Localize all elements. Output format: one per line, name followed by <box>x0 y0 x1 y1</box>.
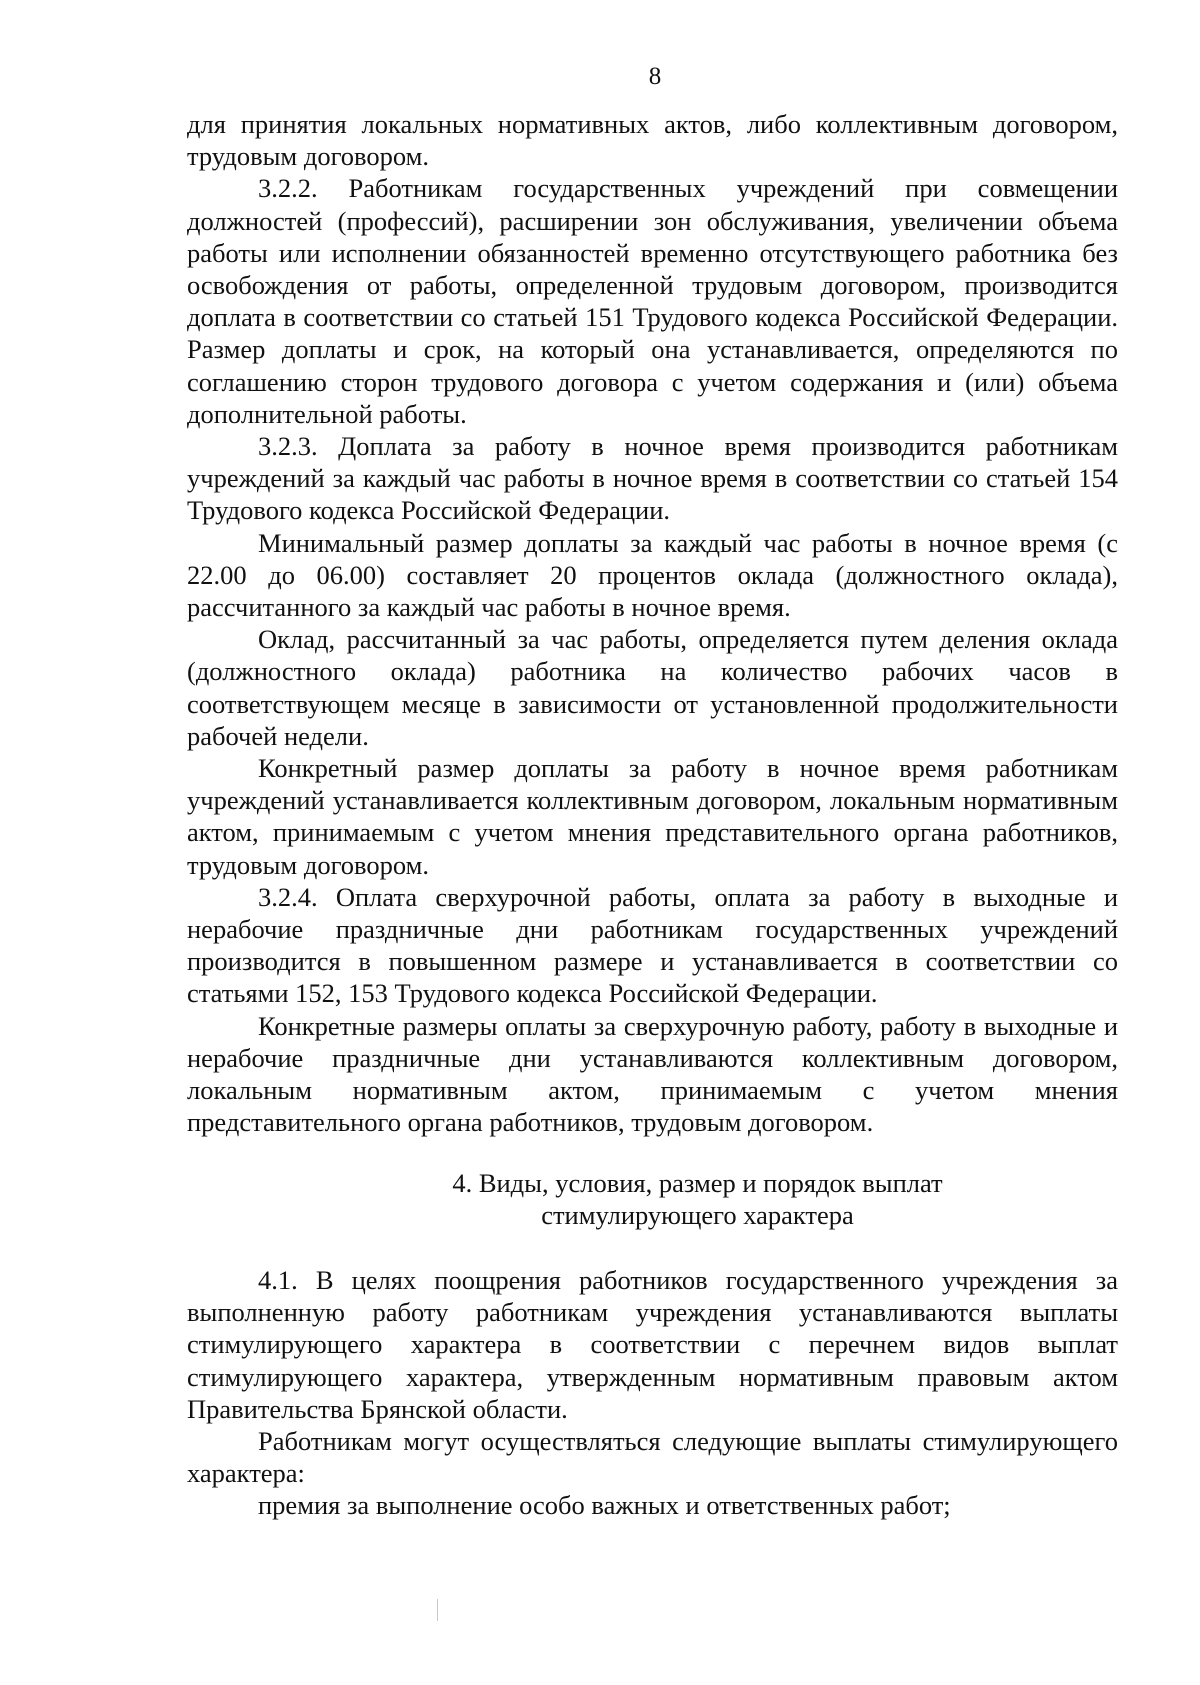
paragraph-4-1: 4.1. В целях поощрения работников государственного учреждения за выполненную работу работникам учреждения устанавливаются выплаты стимулирующего характера в соответствии с перечнем видов выплат стимулирующего характера, утвержденным нормативным правовым актом Правительства Брянской области. <box>187 1264 1118 1424</box>
paragraph-3-2-4: 3.2.4. Оплата сверхурочной работы, оплата за работу в выходные и нерабочие праздничные дни работникам государственных учреждений производится в повышенном размере и устанавливается в соответствии со статьями 152, 153 Трудового кодекса Российской Федерации. <box>187 881 1118 1009</box>
paragraph-payments-intro: Работникам могут осуществляться следующие выплаты стимулирующего характера: <box>187 1425 1118 1489</box>
document-body <box>187 108 1118 1522</box>
paragraph-night-minimum: Минимальный размер доплаты за каждый час работы в ночное время (с 22.00 до 06.00) составляет 20 процентов оклада (должностного оклада), рассчитанного за каждый час работы в ночное время. <box>187 527 1118 623</box>
section-heading-4 <box>187 1167 1118 1231</box>
page-number: 8 <box>648 63 662 90</box>
paragraph-3-2-2: 3.2.2. Работникам государственных учреждений при совмещении должностей (профессий), расширении зон обслуживания, увеличении объема работы или исполнении обязанностей временно отсутствующего работника без освобождения от работы, определенной трудовым договором, производится доплата в соответствии со статьей 151 Трудового кодекса Российской Федерации. Размер доплаты и срок, на который она устанавливается, определяются по соглашению сторон трудового договора с учетом содержания и (или) объема дополнительной работы. <box>187 173 1118 429</box>
section-heading-line-2: стимулирующего характера <box>541 1199 854 1230</box>
paragraph-night-specific: Конкретный размер доплаты за работу в ночное время работникам учреждений устанавливается коллективным договором, локальным нормативным актом, принимаемым с учетом мнения представительного органа работников, трудовым договором. <box>187 753 1118 880</box>
paragraph-bonus-item: премия за выполнение особо важных и ответственных работ; <box>258 1490 951 1521</box>
scan-mark <box>437 1599 438 1621</box>
paragraph-hourly-salary: Оклад, рассчитанный за час работы, определяется путем деления оклада (должностного оклада) работника на количество рабочих часов в соответствующем месяце в зависимости от установленной продолжительности рабочей недели. <box>187 624 1118 751</box>
paragraph-overtime-specific: Конкретные размеры оплаты за сверхурочную работу, работу в выходные и нерабочие праздничные дни устанавливаются коллективным договором, локальным нормативным актом, принимаемым с учетом мнения представительного органа работников, трудовым договором. <box>187 1010 1118 1138</box>
paragraph-continuation: для принятия локальных нормативных актов, либо коллективным договором, трудовым договором. <box>187 109 1118 172</box>
section-heading-line-1: 4. Виды, условия, размер и порядок выплат <box>452 1167 943 1198</box>
paragraph-3-2-3: 3.2.3. Доплата за работу в ночное время производится работникам учреждений за каждый час работы в ночное время в соответствии со статьей 154 Трудового кодекса Российской Федерации. <box>187 431 1118 526</box>
